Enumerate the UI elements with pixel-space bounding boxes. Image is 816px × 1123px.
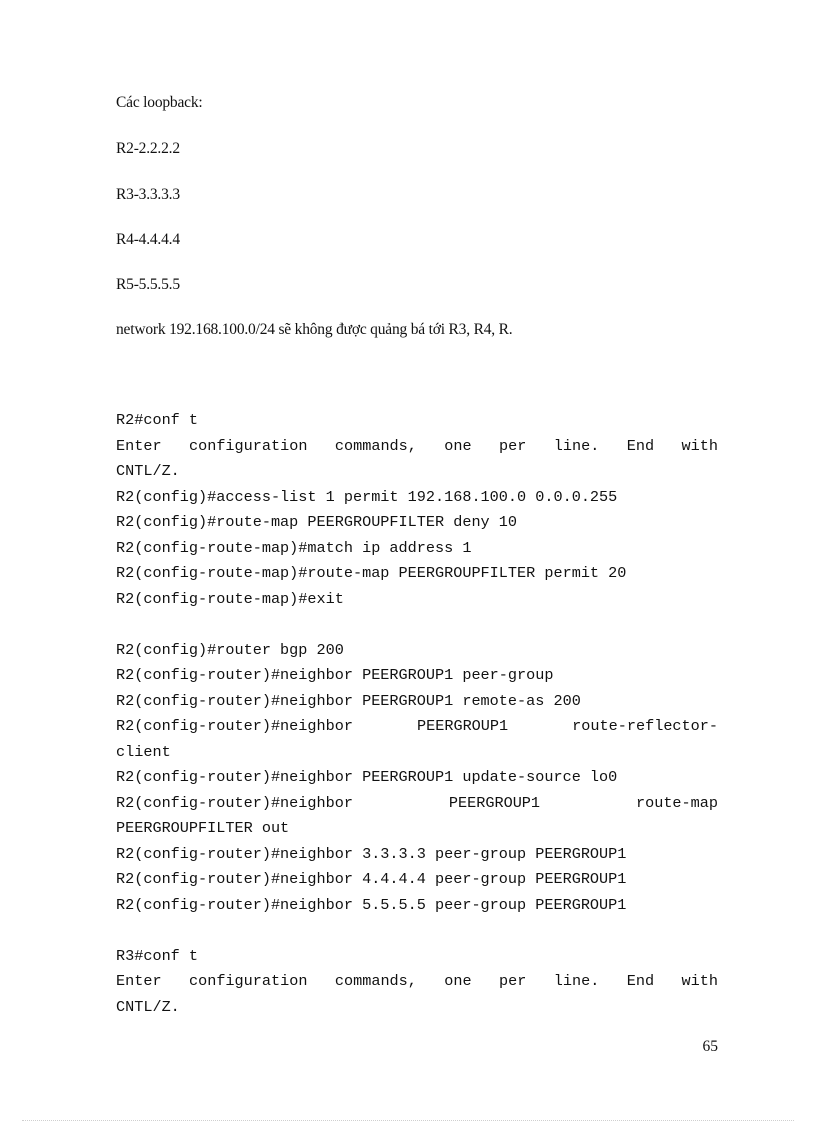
code-line: R2(config-router)#neighbor PEERGROUP1 remote-as 200 (116, 691, 581, 710)
footer-divider (22, 1120, 794, 1121)
loopback-r5: R5-5.5.5.5 (116, 276, 180, 293)
code-line: R2(config-route-map)#exit (116, 589, 344, 608)
code-line: R2(config-route-map)#route-map PEERGROUPFILTER permit 20 (116, 564, 627, 582)
page-number: 65 (702, 1038, 718, 1055)
code-line: R3#conf t (116, 946, 199, 965)
code-line: R2(config-router)#neighbor PEERGROUP1 route-reflector- (116, 717, 718, 735)
network-note: network 192.168.100.0/24 sẽ không được quảng bá tới R3, R4, R. (116, 321, 513, 338)
code-line: R2(config-router)#neighbor PEERGROUP1 route-map (116, 793, 718, 812)
code-line: R2(config)#access-list 1 permit 192.168.100.0 0.0.0.255 (116, 487, 618, 506)
code-line: Enter configuration commands, one per line. End with (116, 436, 718, 455)
code-line: CNTL/Z. (116, 997, 180, 1016)
code-line: R2(config-router)#neighbor PEERGROUP1 peer-group (116, 666, 554, 684)
code-line: R2(config-router)#neighbor 5.5.5.5 peer-group PEERGROUP1 (116, 895, 627, 914)
loopback-r3: R3-3.3.3.3 (116, 186, 180, 203)
code-line: PEERGROUPFILTER out (116, 819, 290, 837)
config-code-block (116, 408, 718, 1020)
code-line: R2(config)#route-map PEERGROUPFILTER deny 10 (116, 513, 518, 531)
code-line: R2(config-router)#neighbor 4.4.4.4 peer-group PEERGROUP1 (116, 870, 627, 888)
loopback-heading: Các loopback: (116, 94, 203, 111)
code-line: R2(config-router)#neighbor PEERGROUP1 update-source lo0 (116, 768, 618, 786)
loopback-r2: R2-2.2.2.2 (116, 140, 180, 157)
code-line: R2(config-router)#neighbor 3.3.3.3 peer-group PEERGROUP1 (116, 844, 627, 863)
code-line: R2#conf t (116, 411, 199, 429)
code-line: R2(config)#router bgp 200 (116, 640, 344, 659)
code-spacer (116, 918, 718, 944)
code-line: CNTL/Z. (116, 462, 180, 480)
loopback-r4: R4-4.4.4.4 (116, 231, 180, 248)
code-line: Enter configuration commands, one per line. End with (116, 972, 718, 990)
code-line: client (116, 742, 171, 761)
code-spacer (116, 612, 718, 638)
code-line: R2(config-route-map)#match ip address 1 (116, 538, 472, 557)
